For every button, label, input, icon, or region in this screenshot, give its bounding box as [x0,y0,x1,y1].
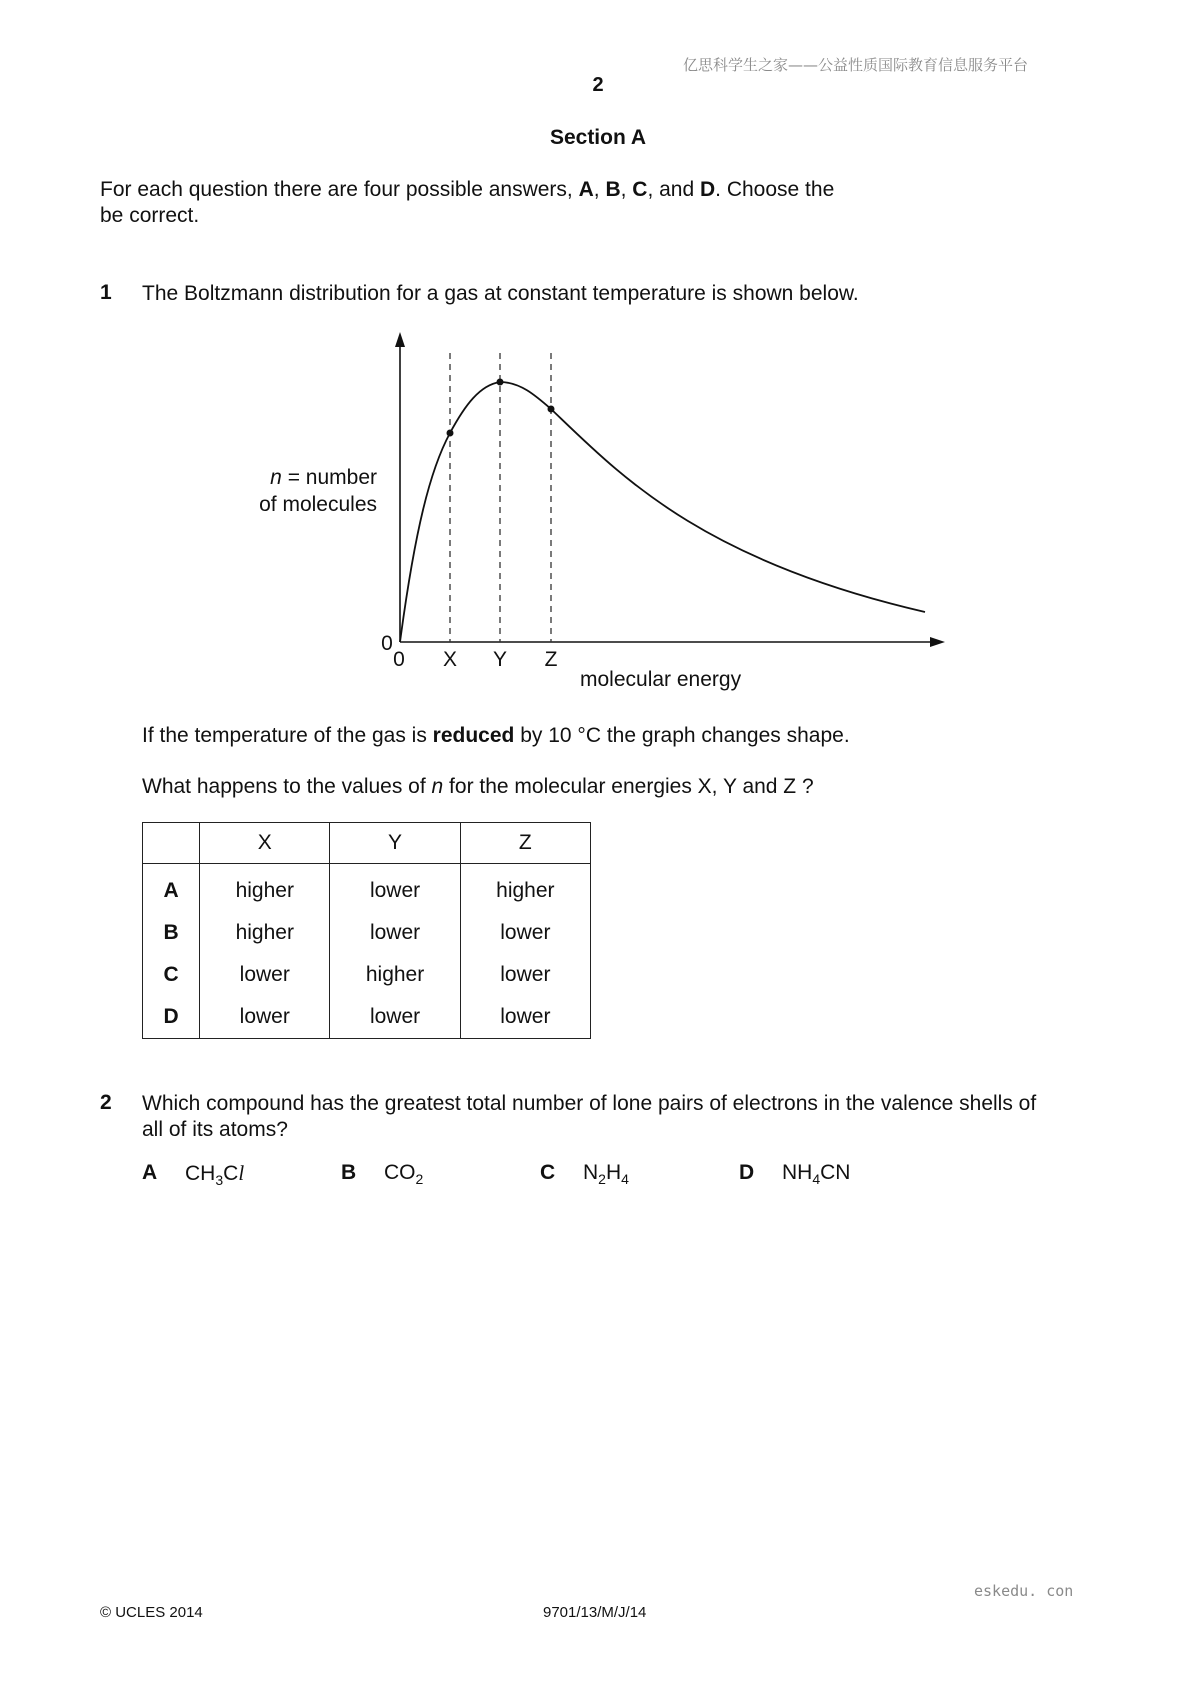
option-c-formula: $N_2H_4$ [583,1161,629,1188]
table-row [143,954,591,996]
table-cell: lower [460,954,590,996]
table-header-cell: Z [460,823,590,864]
boltzmann-graph [0,0,1190,700]
question-2-number: 2 [100,1091,112,1114]
option-letter: A [143,864,200,913]
table-cell: lower [330,864,460,913]
table-cell: lower [330,996,460,1039]
x-mark-z: Z [544,648,558,671]
x-axis-label: molecular energy [580,668,742,691]
table-cell: higher [330,954,460,996]
x-origin-label: 0 [393,648,405,671]
y-label-line-1: n = number [270,466,377,489]
option-b-formula: $CO_2$ [384,1161,424,1188]
question-1-paragraph-2: What happens to the values of n for the molecular energies X, Y and Z ? [142,775,814,798]
x-mark-y: Y [492,648,508,671]
point-y [497,379,504,386]
option-letter: D [739,1161,755,1184]
footer-watermark: eskedu. con [974,1582,1074,1600]
option-c [540,1161,555,1185]
section-title: Section A [549,126,647,149]
instructions-line-2: be correct. [100,204,200,227]
page-number: 2 [592,74,604,96]
option-a-formula: $CH_3Cl$ [185,1161,245,1189]
question-2-line-1: Which compound has the greatest total number of lone pairs of electrons in the valence shells of [142,1092,1037,1115]
question-1-number: 1 [100,281,112,304]
point-z [548,406,555,413]
option-letter: D [143,996,200,1039]
y-label-line-2: of molecules [259,493,377,516]
option-letter: A [142,1161,158,1184]
option-b [341,1161,356,1185]
option-letter: C [540,1161,556,1184]
question-1-paragraph-1: If the temperature of the gas is reduced by 10 °C the graph changes shape. [142,724,850,747]
option-letter: B [341,1161,357,1184]
table-row [143,864,591,913]
question-2-line-2: all of its atoms? [142,1118,288,1141]
table-header-cell [143,823,200,864]
y-origin-label: 0 [381,632,393,655]
option-d-formula: $NH_4CN$ [782,1161,851,1188]
option-a [142,1161,157,1185]
table-cell: higher [460,864,590,913]
answer-table [142,822,591,1039]
table-cell: lower [200,954,330,996]
table-cell: lower [200,996,330,1039]
x-mark-x: X [442,648,458,671]
option-d [739,1161,754,1185]
option-letter: C [143,954,200,996]
table-header-cell: Y [330,823,460,864]
table-cell: lower [330,912,460,954]
distribution-curve [400,382,925,642]
table-cell: lower [460,912,590,954]
header-watermark: 亿思科学生之家——公益性质国际教育信息服务平台 [683,56,1029,74]
x-axis-arrow [930,637,945,647]
paper-code: 9701/13/M/J/14 [543,1604,647,1621]
table-header-cell: X [200,823,330,864]
table-row [143,912,591,954]
point-x [447,430,454,437]
copyright: © UCLES 2014 [100,1604,203,1621]
table-cell: higher [200,912,330,954]
question-1-text: The Boltzmann distribution for a gas at constant temperature is shown below. [142,282,859,305]
table-header-row [143,823,591,864]
table-cell: higher [200,864,330,913]
table-row [143,996,591,1039]
table-cell: lower [460,996,590,1039]
option-letter: B [143,912,200,954]
instructions-line-1: For each question there are four possible answers, A, B, C, and D. Choose the [100,178,835,201]
y-axis-arrow [395,332,405,347]
